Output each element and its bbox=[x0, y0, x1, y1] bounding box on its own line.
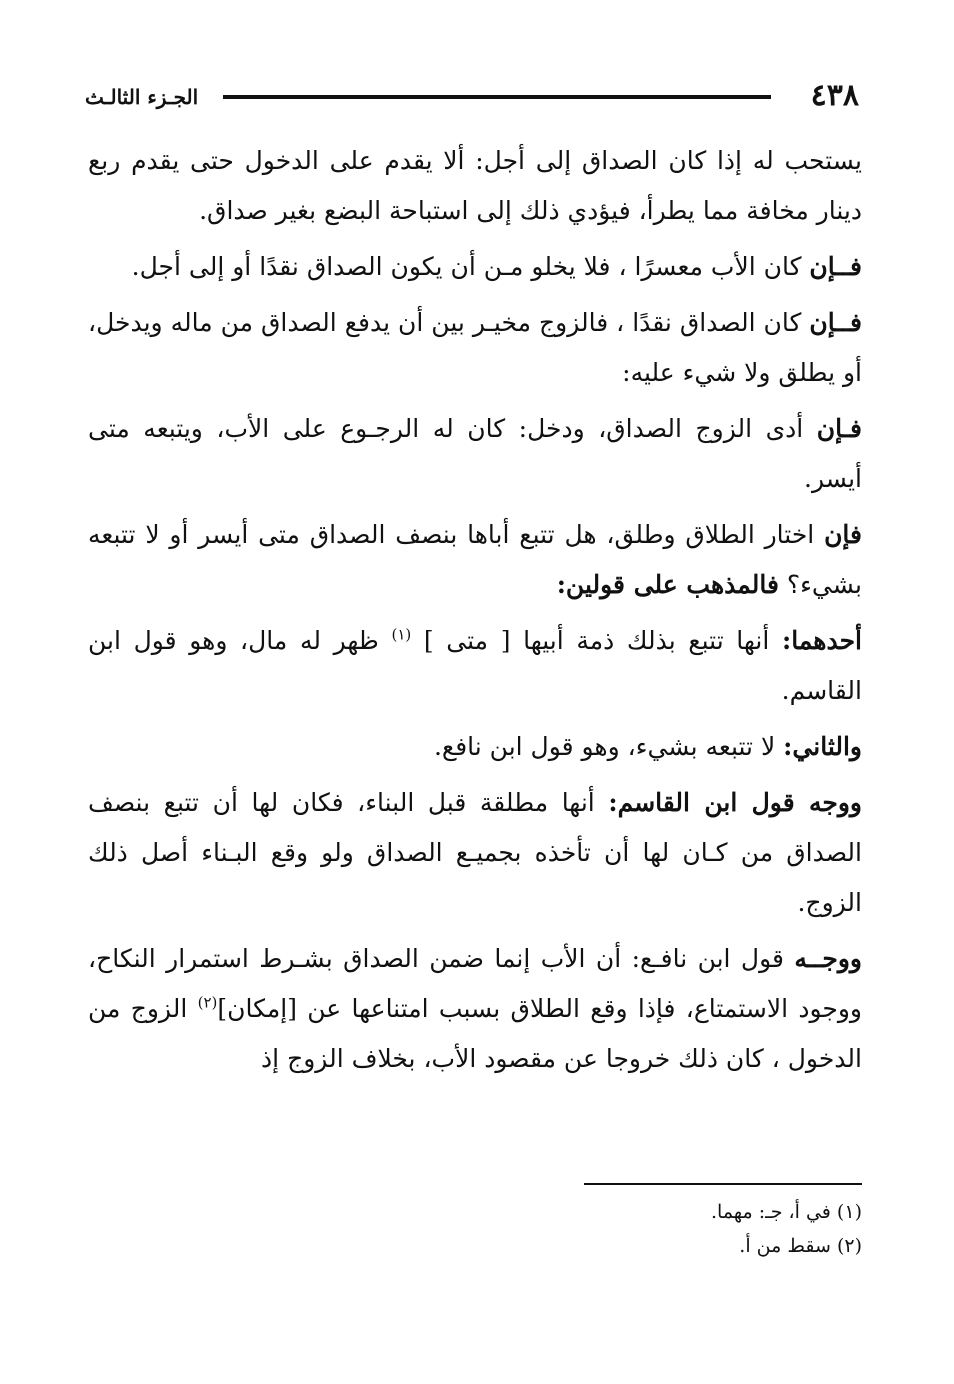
paragraph-lead: والثاني: bbox=[783, 732, 862, 761]
paragraph-text-before-note: قول ابن نافـع: أن الأب إنما ضمن الصداق بشـرط استمرار النكاح، ووجود الاستمتاع، فإذا وقع الطلاق بسبب امتناعها عن [إمكان] bbox=[88, 944, 863, 1023]
paragraph-text: كان الأب معسرًا ، فلا يخلو مـن أن يكون الصداق نقدًا أو إلى أجل. bbox=[131, 252, 810, 281]
paragraph-4 bbox=[88, 404, 862, 504]
paragraph-lead: أحدهما: bbox=[781, 626, 862, 655]
paragraph-lead: فــإن bbox=[809, 252, 862, 281]
paragraph-text: أنها مطلقة قبل البناء، فكان لها أن تتبع بنصف الصداق من كـان لها أن تأخذه بجميـع الصداق ولو وقع البـناء أصل ذلك الزوج. bbox=[88, 788, 862, 917]
footnotes bbox=[362, 1195, 862, 1263]
footnote-2: (٢) سقط من أ. bbox=[739, 1235, 862, 1257]
paragraph-5 bbox=[88, 510, 862, 610]
paragraph-9 bbox=[88, 934, 862, 1084]
header-rule bbox=[223, 95, 771, 99]
paragraph-lead: فــإن bbox=[809, 308, 862, 337]
paragraph-3 bbox=[88, 298, 862, 398]
paragraph-lead: ووجــه bbox=[794, 944, 862, 973]
paragraph-8 bbox=[88, 778, 862, 928]
paragraph-text: لا تتبعه بشيء، وهو قول ابن نافع. bbox=[433, 732, 784, 761]
volume-title: الجـزء الثالـث bbox=[85, 85, 199, 109]
main-text bbox=[88, 136, 862, 1090]
page-header bbox=[85, 78, 859, 118]
paragraph-text: كان الصداق نقدًا ، فالزوج مخيـر بين أن يدفع الصداق من ماله ويدخل، أو يطلق ولا شيء عليه: bbox=[88, 308, 862, 387]
paragraph-text: ظهر له مال، وهو قول ابن القاسم. bbox=[88, 626, 862, 705]
paragraph-lead: فـإن bbox=[816, 414, 862, 443]
paragraph-text: اختار الطلاق وطلق، هل تتبع أباها بنصف الصداق متى أيسر أو لا تتبعه بشيء؟ bbox=[88, 520, 862, 599]
paragraph-bold-tail: فالمذهب على قولين: bbox=[556, 570, 779, 599]
footnote-separator bbox=[584, 1183, 862, 1185]
paragraph-6 bbox=[88, 616, 862, 716]
paragraph-2 bbox=[88, 242, 862, 292]
paragraph-1 bbox=[88, 136, 862, 236]
paragraph-text: أدى الزوج الصداق، ودخل: كان له الرجـوع على الأب، ويتبعه متى أيسر. bbox=[88, 414, 862, 493]
paragraph-lead: فإن bbox=[824, 520, 862, 549]
footnote-1: (١) في أ، جـ: مهما. bbox=[710, 1201, 862, 1223]
paragraph-text: يستحب له إذا كان الصداق إلى أجل: ألا يقدم على الدخول حتى يقدم ربع دينار مخافة مما يطرأ، فيؤدي ذلك إلى استباحة البضع بغير صداق. bbox=[88, 146, 862, 225]
paragraph-text-before-note: أنها تتبع بذلك ذمة أبيها [ متى ] bbox=[411, 626, 782, 655]
paragraph-text: الزوج من الدخول ، كان ذلك خروجا عن مقصود الأب، بخلاف الزوج إذ bbox=[88, 994, 862, 1073]
paragraph-lead: ووجه قول ابن القاسم: bbox=[608, 788, 862, 817]
footnote-reference: (١) bbox=[391, 625, 412, 644]
footnote-reference: (٢) bbox=[197, 993, 218, 1012]
page-number: ٤٣٨ bbox=[810, 78, 859, 113]
paragraph-7 bbox=[88, 722, 862, 772]
